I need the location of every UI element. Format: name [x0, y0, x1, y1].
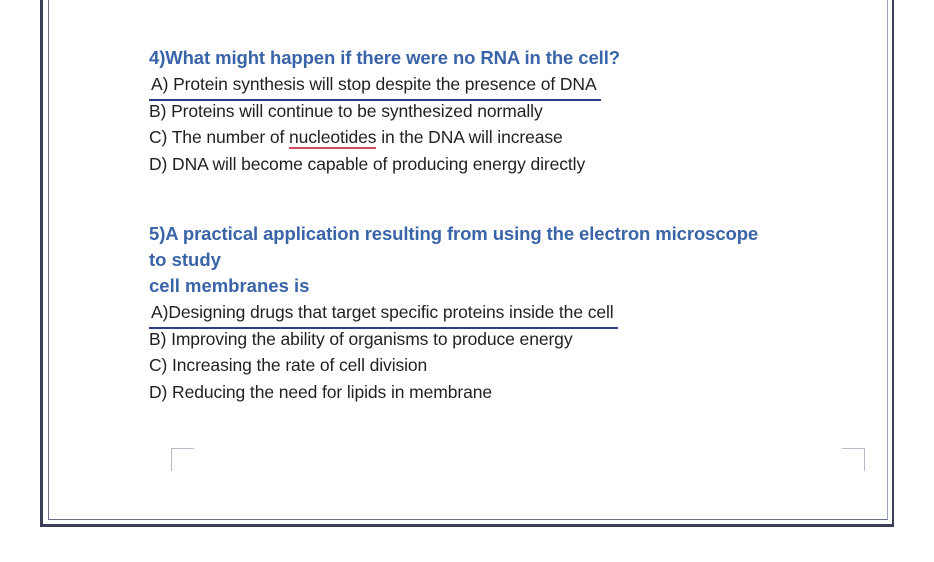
question-5-heading	[149, 221, 849, 247]
document-page-frame	[40, 0, 894, 527]
question-4-option-b-row	[149, 98, 849, 125]
question-4-option-b-label: B)	[149, 100, 172, 121]
question-4-option-d-row	[149, 151, 849, 178]
question-5-option-c-row	[149, 352, 849, 379]
question-4-number: 4)	[149, 47, 166, 68]
question-5-heading-line2: to study	[149, 249, 221, 270]
question-block-5	[149, 221, 849, 405]
question-4-option-b[interactable]	[149, 101, 543, 121]
question-5-option-b-row	[149, 326, 849, 353]
document-content	[149, 45, 849, 405]
question-5-heading-line3: cell membranes is	[149, 275, 310, 296]
question-4-option-a-label: A)	[151, 74, 174, 94]
question-4-option-c-row	[149, 124, 849, 151]
question-5-option-a-label: A)	[151, 302, 169, 322]
question-5-option-d-row	[149, 379, 849, 406]
question-4-option-a-row	[149, 71, 849, 98]
question-5-option-b-text: Improving the ability of organisms to produce energy	[171, 328, 573, 349]
question-5-number: 5)	[149, 223, 166, 244]
question-5-option-d-text: Reducing the need for lipids in membrane	[172, 381, 492, 402]
question-spacer	[149, 177, 849, 221]
question-5-option-c-text: Increasing the rate of cell division	[172, 355, 428, 375]
question-5-option-a[interactable]	[149, 299, 618, 329]
crop-mark-right-icon	[842, 448, 865, 471]
question-5-option-a-text: Designing drugs that target specific proteins inside the cell	[168, 302, 614, 322]
question-5-option-c-label: C)	[149, 355, 173, 375]
question-5-option-b[interactable]	[149, 329, 572, 349]
question-4-option-a[interactable]	[149, 71, 601, 101]
question-4-heading	[149, 45, 849, 71]
question-5-option-a-row	[149, 299, 849, 326]
question-4-option-c-label: C)	[149, 127, 172, 147]
question-block-4	[149, 45, 849, 177]
question-5-option-d[interactable]	[149, 382, 492, 402]
question-5-option-c[interactable]	[149, 355, 427, 375]
question-4-title: What might happen if there were no RNA in the cell?	[165, 47, 620, 68]
question-4-option-d-label: D)	[149, 153, 173, 174]
question-4-option-a-text: Protein synthesis will stop despite the presence of DNA	[173, 74, 597, 94]
crop-mark-left-icon	[171, 448, 194, 471]
question-4-option-d-text: DNA will become capable of producing energy directly	[172, 153, 586, 174]
question-4-option-b-text: Proteins will continue to be synthesized normally	[171, 100, 543, 121]
document-page-inner	[48, 0, 888, 520]
question-4-option-d[interactable]	[149, 154, 585, 174]
spelling-error-nucleotides[interactable]: nucleotides	[289, 127, 377, 147]
question-5-title: A practical application resulting from using the electron microscope	[165, 223, 759, 244]
question-4-option-c[interactable]: C) The number of nucleotides in the DNA will increase	[149, 127, 563, 147]
question-5-option-d-label: D)	[149, 381, 173, 402]
question-5-option-b-label: B)	[149, 328, 172, 349]
